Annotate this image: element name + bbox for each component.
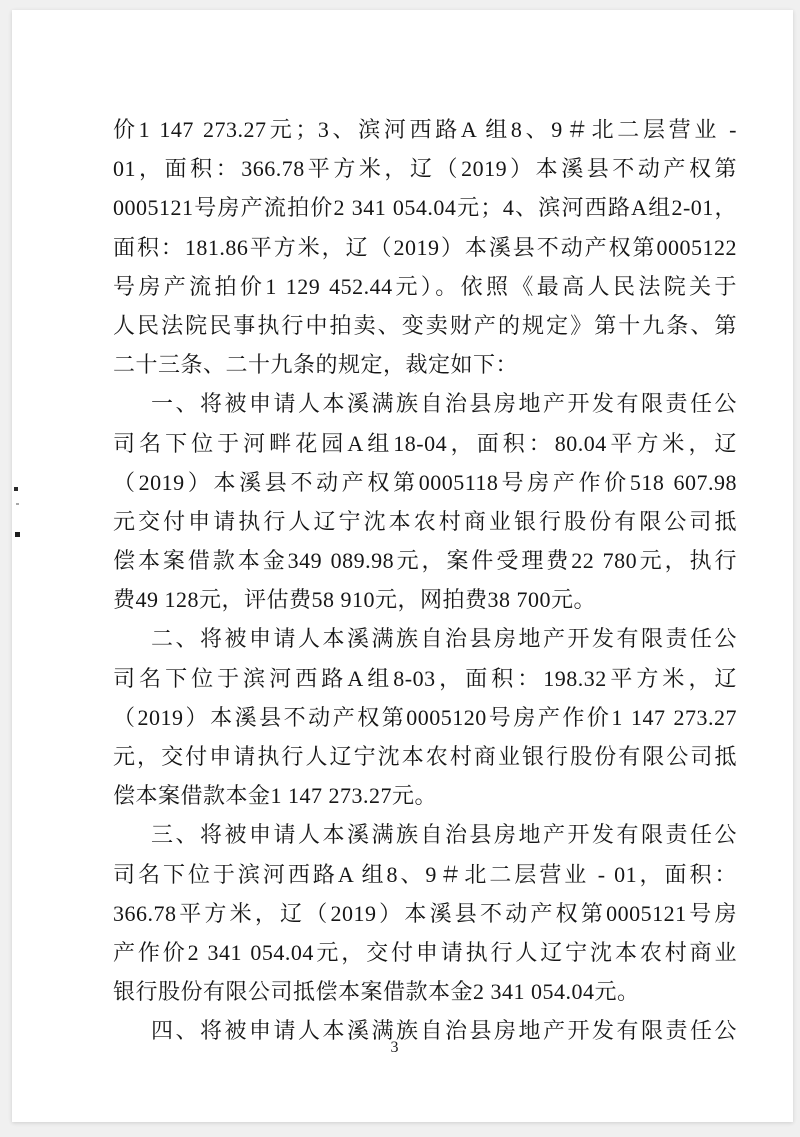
scanned-page [12, 10, 793, 1122]
page-number: 3 [390, 1039, 399, 1056]
document-line: 四、将被申请人本溪满族自治县房地产开发有限责任公 [151, 1018, 737, 1044]
document-line: 元交付申请执行人辽宁沈本农村商业银行股份有限公司抵 [113, 508, 737, 534]
scan-artifact-mark [16, 503, 19, 505]
document-line: （2019）本溪县不动产权第0005118号房产作价518 607.98 [113, 469, 737, 495]
scan-artifact-mark [14, 487, 18, 491]
document-text-block [113, 110, 737, 1051]
document-line: 三、将被申请人本溪满族自治县房地产开发有限责任公 [151, 822, 737, 848]
document-line: 号房产流拍价1 129 452.44元）。依照《最高人民法院关于 [113, 273, 737, 299]
document-line: 费49 128元，评估费58 910元，网拍费38 700元。 [113, 587, 597, 613]
document-line: 司名下位于滨河西路A组8-03，面积：198.32平方米，辽 [113, 665, 737, 691]
document-line: 司名下位于滨河西路A 组8、9＃北二层营业 - 01，面积： [113, 861, 737, 887]
document-line: 366.78平方米，辽（2019）本溪县不动产权第0005121号房 [113, 900, 737, 926]
document-line: （2019）本溪县不动产权第0005120号房产作价1 147 273.27 [113, 704, 737, 730]
document-line: 偿本案借款本金1 147 273.27元。 [113, 783, 438, 809]
document-line: 0005121号房产流拍价2 341 054.04元；4、滨河西路A组2-01， [113, 195, 737, 221]
document-line: 元，交付申请执行人辽宁沈本农村商业银行股份有限公司抵 [113, 744, 737, 769]
document-line: 一、将被申请人本溪满族自治县房地产开发有限责任公 [151, 391, 737, 417]
document-line: 01，面积：366.78平方米，辽（2019）本溪县不动产权第 [113, 156, 737, 182]
document-line: 面积：181.86平方米，辽（2019）本溪县不动产权第0005122 [113, 234, 737, 260]
document-line: 司名下位于河畔花园A组18-04，面积：80.04平方米，辽 [113, 430, 737, 456]
document-line: 人民法院民事执行中拍卖、变卖财产的规定》第十九条、第 [113, 312, 737, 338]
document-line: 二、将被申请人本溪满族自治县房地产开发有限责任公 [151, 626, 737, 652]
scan-artifact-mark [15, 532, 20, 537]
document-line: 银行股份有限公司抵偿本案借款本金2 341 054.04元。 [113, 979, 640, 1005]
document-line: 二十三条、二十九条的规定，裁定如下： [113, 352, 519, 378]
document-line: 产作价2 341 054.04元，交付申请执行人辽宁沈本农村商业 [113, 939, 737, 965]
document-line: 偿本案借款本金349 089.98元，案件受理费22 780元，执行 [113, 548, 737, 574]
document-line: 价1 147 273.27元；3、滨河西路A 组8、9＃北二层营业 - [113, 117, 737, 142]
